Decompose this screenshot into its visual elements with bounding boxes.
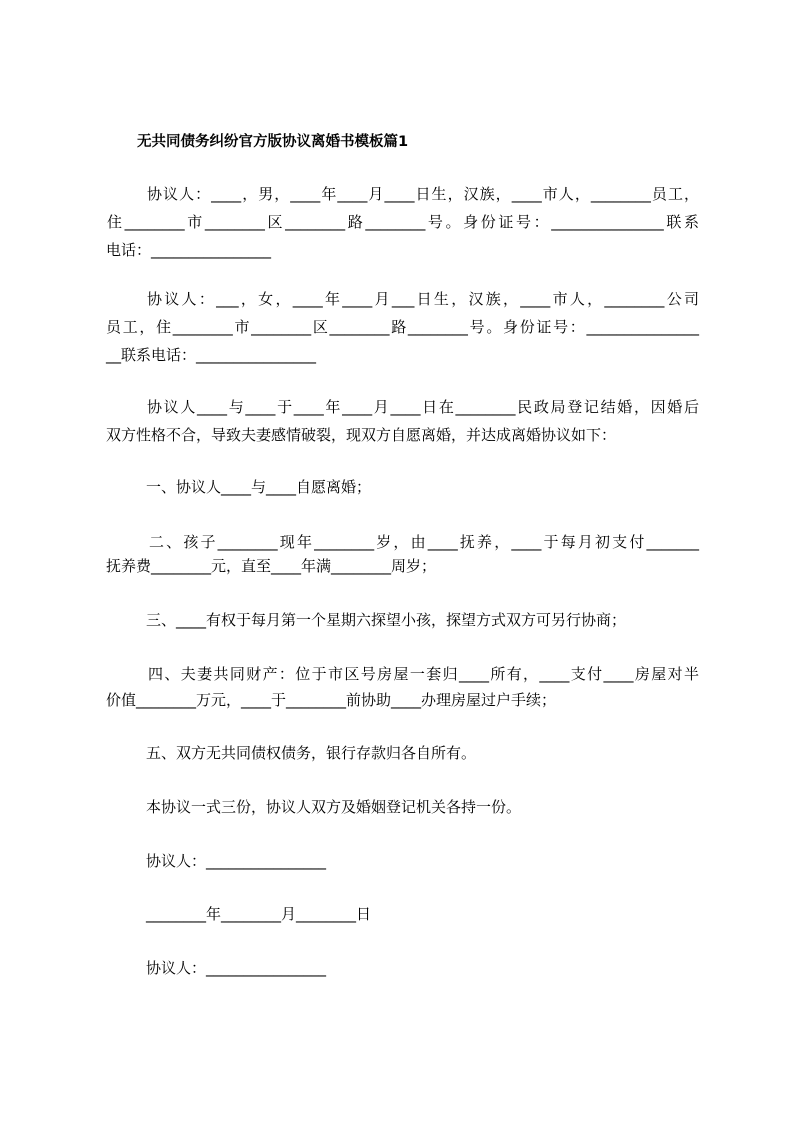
clause-2-line2: 抚养费________元，直至____年满________周岁； [106,557,437,575]
document-title: 无共同债务纠纷官方版协议离婚书模板篇1 [137,134,409,150]
clause-4-line1: 四、夫妻共同财产：位于市区号房屋一套归____所有，____支付____房屋对半 [148,665,699,683]
clause-3: 三、____有权于每月第一个星期六探望小孩，探望方式双方可另行协商； [146,611,627,629]
party1-line3: 电话：________________ [106,241,272,259]
party1-line1: 协议人：____，男，____年____月____日生，汉族，____市人，________员工， [147,185,699,203]
clause-4-line2: 价值________万元，____于________前协助____办理房屋过户手续； [106,691,557,709]
party2-line2: 员工，住________市________区________路________号。身份证号：_______________ [106,318,699,336]
signature-line-1: 协议人：________________ [146,852,327,870]
party1-line2: 住________市________区________路________号。身份证号：_______________联系 [107,213,699,231]
intro-line1: 协议人____与____于____年____月____日在________民政局登记结婚，因婚后 [147,398,699,416]
clause-2-line1: 二、孩子________现年________岁，由____抚养，____于每月初支付_______ [149,533,699,551]
copies-statement: 本协议一式三份，协议人双方及婚姻登记机关各持一份。 [146,798,522,816]
intro-line2: 双方性格不合，导致夫妻感情破裂，现双方自愿离婚，并达成离婚协议如下： [106,426,617,444]
clause-1: 一、协议人____与____自愿离婚； [146,478,372,496]
signature-date: ________年________月________日 [146,905,372,923]
party2-line1: 协议人：___，女，____年____月___日生，汉族，____市人，________公司 [147,290,699,308]
signature-line-2: 协议人：________________ [146,959,327,977]
party2-line3: __联系电话：________________ [106,346,317,364]
clause-5: 五、双方无共同债权债务，银行存款归各自所有。 [146,744,477,762]
